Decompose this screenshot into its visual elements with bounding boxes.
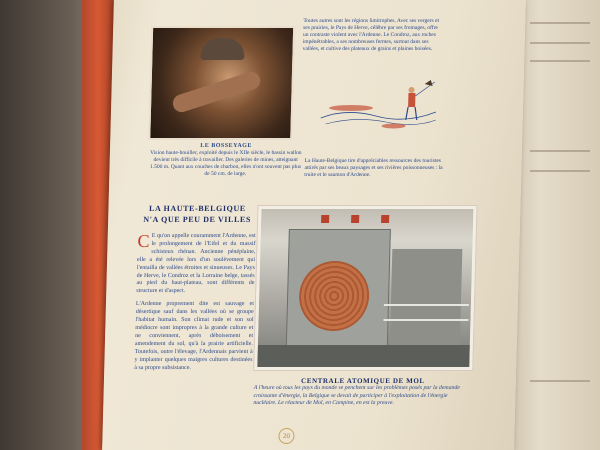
fisherman-sketch — [315, 78, 441, 133]
tourism-caption: La Haute-Belgique tire d'appréciables ressources des touristes attirés par ses beaux paysages et ses rivières poissonneuses : la truite et le saumon d'Ardenne. — [304, 158, 443, 178]
page-number: 20 — [278, 428, 294, 444]
regions-text: Toutes autres sont les régions limitrophes. Avec ses vergers et ses prairies, le Pays de Herve, célèbre par ses fromages, offre un contraste violent avec l'Ardenne. Le Condroz, aux roches impénétrables, a ses nombreuses fermes, surtout dans ses vallées, et cultive des plateaux de grains et plaines boisées. — [302, 18, 440, 52]
article-body — [134, 233, 256, 372]
reactor-caption-text: A l'heure où tous les pays du monde se penchent sur les problèmes posés par la demande croissante d'énergie, la Belgique se devait de participer à l'exploitation de l'énergie nucléaire. Le réacteur de Mol, en Campine, en est la preuve. — [253, 385, 460, 407]
miner-caption-text: Vision haute-houiller, exploité depuis le XIIe siècle, le bassin wallon devient très difficile à travailler. Des galeries de mines, atteignant 1.500 m. Quant aux couches de charbon, elles n'ont souvent pas plus de 50 cm. de large. — [149, 150, 302, 177]
book-page — [102, 0, 526, 450]
reactor-caption-title: CENTRALE ATOMIQUE DE MOL — [300, 377, 425, 385]
body-paragraph-2: L'Ardenne proprement dite est sauvage et désertique sauf dans les vallées où se groupe l'habitat humain. Son climat rude et son sol médiocre sont impropres à la grande culture et ne conviennent, après déboisement et amendement du sol, qu'à la prairie artificielle. Toutefois, outre l'élevage, l'Ardennais parvient à y implanter quelques maigres cultures destinées à sa propre subsistance. — [134, 301, 255, 371]
miner-photo — [148, 26, 295, 140]
miner-caption-title: LE BOSSEYAGE — [200, 143, 252, 149]
body-paragraph-1: E qu'on appelle couramment l'Ardenne, est le prolongement de l'Eifel et du massif schisteux rhénan. Ancienne pénéplaine, elle a été relevée lors d'un soulèvement qui l'entailla de vallées étroites et sinueuses. Le Pays de Herve, le Condroz et la Lorraine belge, tassés au pied du haut-plateau, sont différents de structure et d'aspect. — [136, 233, 256, 295]
miner-photo-caption — [149, 143, 302, 178]
reactor-photo-caption — [253, 378, 472, 408]
reactor-photo — [254, 206, 476, 370]
drop-cap: C — [137, 231, 150, 251]
section-heading: LA HAUTE-BELGIQUE N'A QUE PEU DE VILLES — [143, 204, 252, 224]
